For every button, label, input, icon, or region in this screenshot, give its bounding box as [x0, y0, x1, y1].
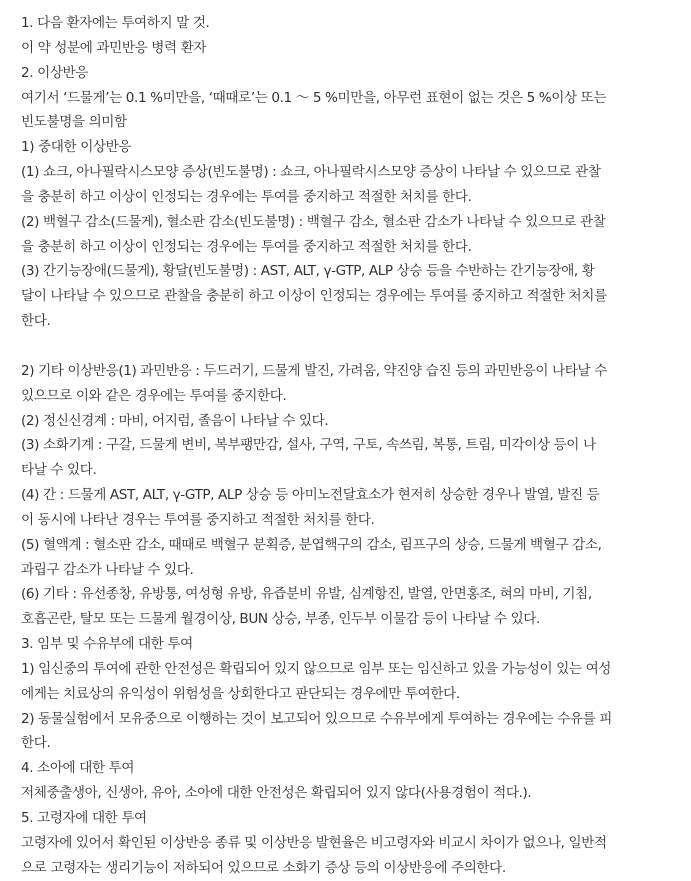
paragraph-line: 이 동시에 나타난 경우는 투여를 중지하고 적절한 처치를 한다. — [21, 511, 375, 528]
paragraph-line: 고령자에 있어서 확인된 이상반응 종류 및 이상반응 발현율은 비고령자와 비교시 차이가 없으나, 일반적 — [21, 834, 607, 851]
section-title: 1. 다음 환자에는 투여하지 말 것. — [21, 15, 210, 31]
paragraph-line: 있으므로 이와 같은 경우에는 투여를 중지한다. — [21, 387, 287, 404]
paragraph-line: 과립구 감소가 나타날 수 있다. — [21, 561, 194, 578]
paragraph-line: (6) 기타 : 유선종창, 유방통, 여성형 유방, 유즙분비 유발, 심계항진, 발열, 안면홍조, 혀의 마비, 기침, — [21, 586, 592, 603]
section-title: 3. 임부 및 수유부에 대한 투여 — [21, 636, 193, 653]
section-title: 5. 고령자에 대한 투여 — [21, 810, 147, 826]
paragraph-line: 호흡곤란, 탈모 또는 드물게 월경이상, BUN 상승, 부종, 인두부 이물감 등이 나타날 수 있다. — [21, 611, 540, 628]
paragraph-line: 에게는 치료상의 유익성이 위험성을 상회한다고 판단되는 경우에만 투여한다. — [21, 685, 460, 702]
paragraph-line: 으로 고령자는 생리기능이 저하되어 있으므로 소화기 증상 등의 이상반응에 주의한다. — [21, 859, 506, 876]
section-title: 4. 소아에 대한 투여 — [21, 760, 135, 777]
paragraph-line: 이 약 성분에 과민반응 병력 환자 — [21, 39, 207, 56]
paragraph-line: (1) 쇼크, 아나필락시스모양 증상(빈도불명) : 쇼크, 아나필락시스모양 증상이 나타날 수 있으므로 관찰 — [21, 164, 601, 181]
paragraph-line: 빈도불명을 의미함 — [21, 114, 127, 131]
paragraph-line: 저체중출생아, 신생아, 유아, 소아에 대한 안전성은 확립되어 있지 않다(사용경험이 적다.). — [21, 785, 532, 802]
paragraph-line: 을 충분히 하고 이상이 인정되는 경우에는 투여를 중지하고 적절한 처치를 한다. — [21, 238, 472, 255]
paragraph-line: (5) 혈액계 : 혈소판 감소, 때때로 백혈구 분획증, 분엽핵구의 감소, 림프구의 상승, 드물게 백혈구 감소, — [21, 536, 602, 553]
paragraph-line: 여기서 ‘드물게’는 0.1 %미만을, ‘때때로’는 0.1 ～ 5 %미만을, 아무런 표현이 없는 것은 5 %이상 또는 — [21, 89, 607, 106]
paragraph-line: 1) 임신중의 투여에 관한 안전성은 확립되어 있지 않으므로 임부 또는 임신하고 있을 가능성이 있는 여성 — [21, 660, 612, 677]
paragraph-line: (4) 간 : 드물게 AST, ALT, γ-GTP, ALP 상승 등 아미노전달효소가 현저히 상승한 경우나 발열, 발진 등 — [21, 487, 600, 504]
subsection-title: 2) 기타 이상반응(1) 과민반응 : 두드러기, 드물게 발진, 가려움, 약진양 습진 등의 과민반응이 나타날 수 — [21, 362, 607, 379]
paragraph-line: 을 충분히 하고 이상이 인정되는 경우에는 투여를 중지하고 적절한 처치를 한다. — [21, 188, 472, 205]
section-title: 2. 이상반응 — [21, 64, 89, 81]
paragraph-line: (2) 정신신경계 : 마비, 어지럼, 졸음이 나타날 수 있다. — [21, 412, 329, 429]
paragraph-line: 한다. — [21, 313, 51, 330]
paragraph-line: 한다. — [21, 735, 51, 752]
paragraph-line: 달이 나타날 수 있으므로 관찰을 충분히 하고 이상이 인정되는 경우에는 투여를 중지하고 적절한 처치를 — [21, 288, 607, 305]
subsection-title: 1) 중대한 이상반응 — [21, 139, 132, 156]
paragraph-line: (2) 백혈구 감소(드물게), 혈소판 감소(빈도불명) : 백혈구 감소, 혈소판 감소가 나타날 수 있으므로 관찰 — [21, 213, 606, 230]
paragraph-line: 2) 동물실험에서 모유중으로 이행하는 것이 보고되어 있으므로 수유부에게 투여하는 경우에는 수유를 피 — [21, 710, 613, 727]
blank-line — [21, 334, 681, 359]
paragraph-line: 타날 수 있다. — [21, 462, 97, 479]
paragraph-line: (3) 소화기계 : 구갈, 드물게 변비, 복부팽만감, 설사, 구역, 구토, 속쓰림, 복통, 트림, 미각이상 등이 나 — [21, 437, 596, 454]
paragraph-line: (3) 간기능장애(드물게), 황달(빈도불명) : AST, ALT, γ-GTP, ALP 상승 등을 수반하는 간기능장애, 황 — [21, 263, 595, 280]
